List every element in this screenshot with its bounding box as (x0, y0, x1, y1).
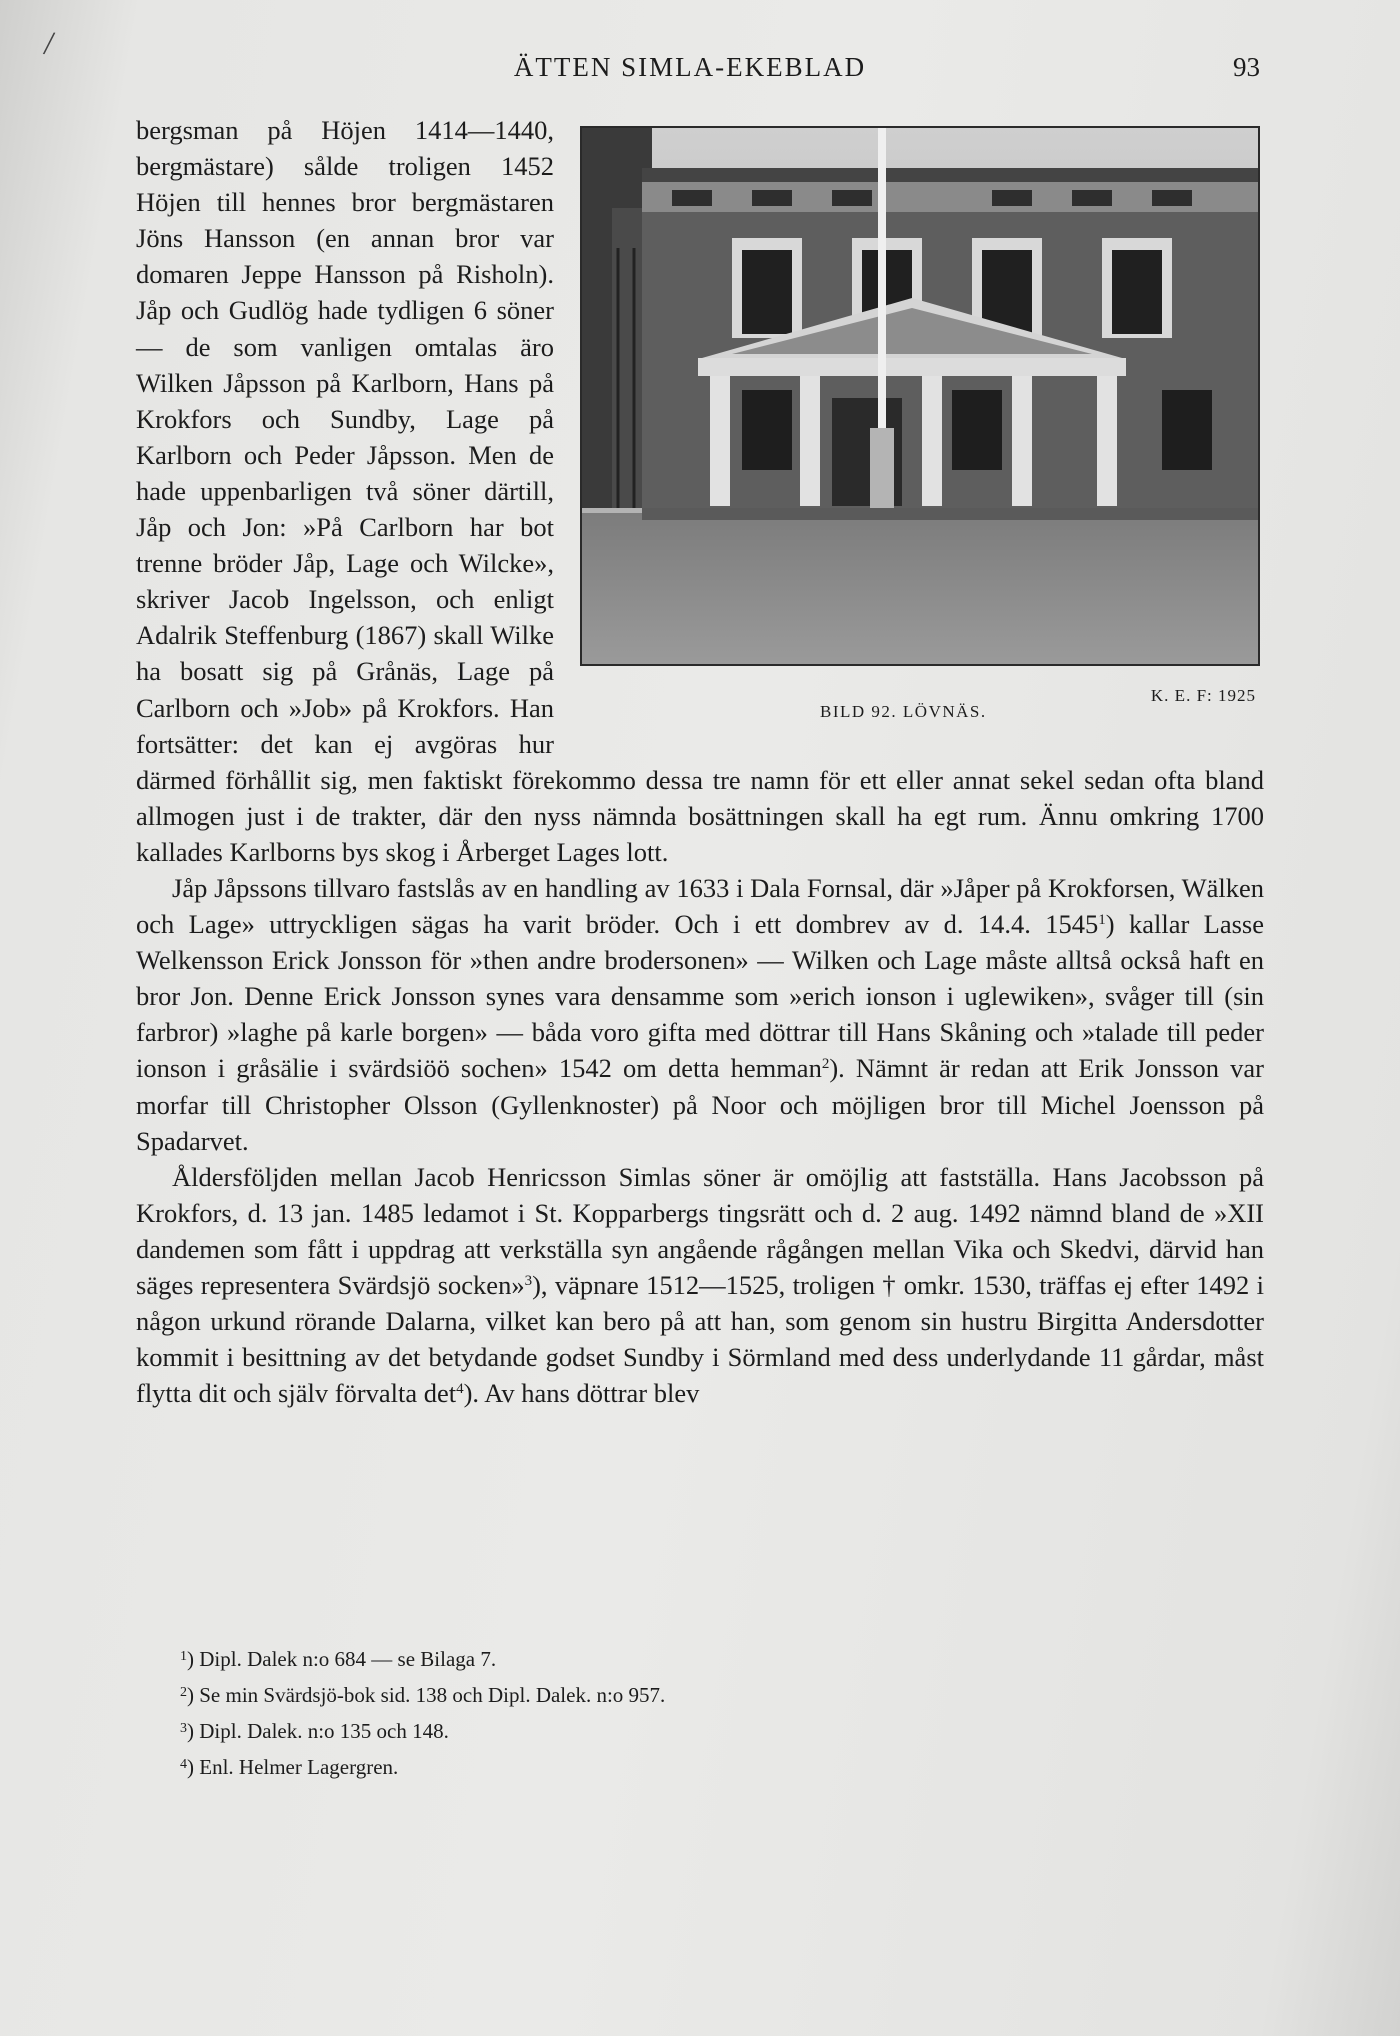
footnote-ref-1: 1 (1098, 912, 1106, 929)
footnote-mark: 2 (180, 1685, 187, 1700)
paragraph-2-text-a: Jåp Jåpssons tillvaro fastslås av en handling av 1633 i Dala Fornsal, där »Jåper på Krokforsen, Wälken och Lage» uttryckligen sägas ha varit bröder. Och i ett dombrev av d. 14.4. 1545 (136, 872, 1264, 940)
footnote-text: ) Dipl. Dalek n:o 684 — se Bilaga 7. (187, 1647, 497, 1671)
footnote-mark: 1 (180, 1649, 187, 1664)
running-head: ÄTTEN SIMLA-EKEBLAD (513, 52, 867, 82)
footnote-3 (180, 1712, 1080, 1748)
figure-caption: BILD 92. LÖVNÄS. (820, 702, 987, 721)
footnote-ref-3: 3 (524, 1273, 533, 1289)
paragraph-2-text-c: ). Nämnt är redan att Erik Jonsson var morfar till Christopher Olsson (Gyllenknoster) på Noor och möjligen bror till Michel Joensson på Spadarvet. (136, 1053, 1264, 1156)
paragraph-3-text-a: Åldersföljden mellan Jacob Henricsson Simlas söner är omöjlig att fastställa. Hans Jacobsson på Krokfors, d. 13 jan. 1485 ledamot i St. Kopparbergs tingsrätt och d. 2 aug. 1492 nämnd bland de »XII dandemen som fått i uppdrag att verkställa syn angående rågången mellan Vika och Skedvi, därvid han säges representera Svärdsjö socken» (136, 1161, 1264, 1300)
footnote-mark: 4 (180, 1757, 187, 1772)
paragraph-2-text-b: ) kallar Lasse Welkensson Erick Jonsson för »then andre brodersonen» — Wilken och Lage måste alltså också haft en bror Jon. Denne Erick Jonsson synes vara densamme som »erich ionson i uglewiken», svåger till (sin farbror) »laghe på karle borgen» — båda voro gifta med döttrar till Hans Skåning och »talade till peder ionson i gråsälie i svärdsiöö sochen» 1542 om detta hemman (136, 909, 1264, 1084)
figure-lovnas (580, 126, 1264, 724)
footnote-ref-4: 4 (456, 1381, 464, 1398)
photo-credit: K. E. F: 1925 (1150, 686, 1256, 705)
footnote-ref-2: 2 (821, 1056, 830, 1073)
footnote-mark: 3 (180, 1721, 187, 1736)
paragraph-1: bergsman på Höjen 1414—1440, bergmästare) sålde troligen 1452 Höjen till hennes bror bergmästaren Jöns Hansson (en annan bror var domaren Jeppe Hansson på Risholn). Jåp och Gudlög hade tydligen 6 söner — de som vanligen omtalas äro Wilken Jåpsson på Karlborn, Hans på Krokfors och Sundby, Lage på Karlborn och Peder Jåpsson. Men de hade uppenbarligen två söner därtill, Jåp och Jon: »På Carlborn har bot trenne bröder Jåp, Lage och Wilcke», skriver Jacob Ingelsson, och enligt Adalrik Steffenburg (1867) skall Wilke ha bosatt sig på Grånäs, Lage på Carlborn och »Job» på Krokfors. Han fortsätter: det kan ej avgöras hur därmed förhållit sig, men faktiskt förekommo dessa tre namn för ett eller annat sekel sedan ofta bland allmogen just i de trakter, där den nyss nämnda bosättningen skall ha egt rum. Ännu omkring 1700 kallades Karlborns bys skog i Årberget Lages lott. (136, 115, 1264, 867)
body-text (136, 112, 1264, 1411)
footnote-text: ) Se min Svärdsjö-bok sid. 138 och Dipl. Dalek. n:o 957. (187, 1683, 666, 1707)
page-number: 93 (1233, 52, 1260, 82)
paragraph-2 (136, 870, 1264, 1159)
footnote-1 (180, 1640, 1080, 1676)
footnote-2 (180, 1676, 1080, 1712)
photograph-manor-house (580, 126, 1260, 666)
footnote-text: ) Enl. Helmer Lagergren. (187, 1755, 399, 1779)
footnotes (180, 1640, 1080, 1784)
pencil-margin-mark: / (41, 24, 57, 63)
paragraph-3-text-b: ), väpnare 1512—1525, troligen † omkr. 1530, träffas ej efter 1492 i någon urkund rörande Dalarna, vilket kan bero på att han, som genom sin hustru Birgitta Andersdotter kommit i besittning av det betydande godset Sundby i Sörmland med dess underlydande 11 gårdar, måst flytta dit och själv förvalta det (136, 1270, 1264, 1409)
paragraph-3 (136, 1159, 1264, 1412)
footnote-4 (180, 1748, 1080, 1784)
paragraph-3-text-c: ). Av hans döttrar blev (463, 1378, 700, 1409)
footnote-text: ) Dipl. Dalek. n:o 135 och 148. (187, 1719, 449, 1743)
